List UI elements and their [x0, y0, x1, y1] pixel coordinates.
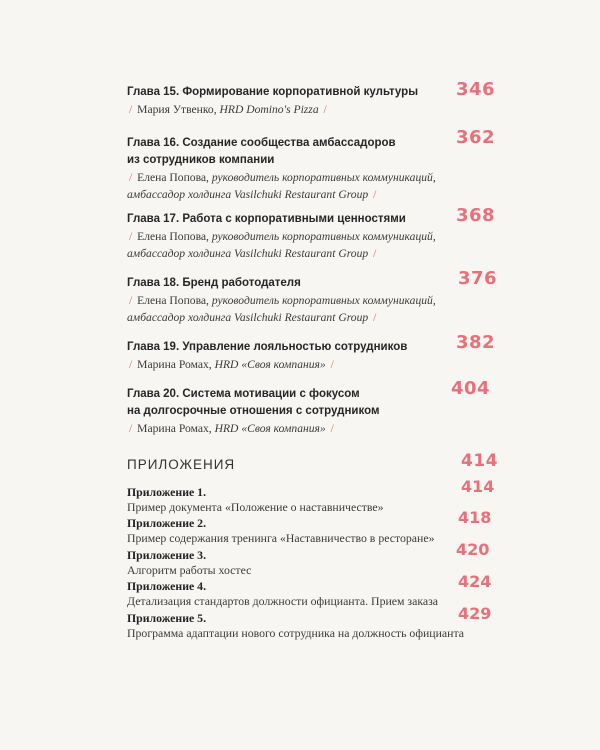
appendix-title: Приложение 3.	[127, 548, 207, 562]
page-number: 429	[458, 604, 492, 623]
chapter-title: Глава 16. Создание сообщества амбассадоров из сотрудников компании	[127, 137, 396, 166]
chapter-author: / Елена Попова, руководитель корпоративных коммуникаций, амбассадор холдинга Vasilchuki Restaurant Group /	[127, 294, 436, 324]
appendices-heading: ПРИЛОЖЕНИЯ	[127, 457, 236, 472]
chapter-title: Глава 18. Бренд работодателя	[127, 277, 301, 289]
appendix-desc: Пример документа «Положение о наставничестве»	[127, 500, 384, 514]
toc-entry-ch19	[127, 339, 467, 373]
appendix-title: Приложение 1.	[127, 485, 207, 499]
toc-entry-ch18	[127, 275, 467, 326]
appendix-desc: Детализация стандартов должности официанта. Прием заказа	[127, 594, 439, 608]
toc-entry-ch20	[127, 386, 467, 437]
appendix-desc: Алгоритм работы хостес	[127, 563, 252, 577]
page-number: 404	[451, 378, 491, 399]
page-number: 414	[461, 451, 498, 471]
page-number: 362	[456, 127, 496, 148]
chapter-title: Глава 15. Формирование корпоративной культуры	[127, 86, 419, 98]
toc-entry-ch16	[127, 135, 467, 203]
page-number: 382	[456, 332, 496, 353]
appendix-desc: Пример содержания тренинга «Наставничество в ресторане»	[127, 531, 435, 545]
chapter-title: Глава 19. Управление лояльностью сотрудников	[127, 341, 408, 353]
chapter-author: / Марина Ромах, HRD «Своя компания» /	[129, 358, 334, 371]
chapter-author: / Мария Утвенко, HRD Domino's Pizza /	[129, 103, 327, 116]
page-number: 420	[456, 540, 490, 559]
chapter-author: / Елена Попова, руководитель корпоративных коммуникаций, амбассадор холдинга Vasilchuki Restaurant Group /	[127, 230, 436, 260]
appendix-title: Приложение 2.	[127, 516, 207, 530]
page-number: 368	[456, 205, 496, 226]
page-number: 376	[458, 268, 498, 289]
chapter-author: / Елена Попова, руководитель корпоративных коммуникаций, амбассадор холдинга Vasilchuki Restaurant Group /	[127, 171, 436, 201]
appendix-title: Приложение 4.	[127, 579, 207, 593]
page-number: 414	[461, 477, 495, 496]
chapter-title: Глава 17. Работа с корпоративными ценностями	[127, 213, 406, 225]
appendix-title: Приложение 5.	[127, 611, 207, 625]
toc-entry-ch15	[127, 84, 467, 118]
page-number: 346	[456, 79, 496, 100]
chapter-author: / Марина Ромах, HRD «Своя компания» /	[129, 422, 334, 435]
page-number: 424	[458, 572, 492, 591]
chapter-title: Глава 20. Система мотивации с фокусом на долгосрочные отношения с сотрудником	[127, 388, 380, 417]
appendix-desc: Программа адаптации нового сотрудника на должность официанта	[127, 626, 464, 640]
page-number: 418	[458, 508, 492, 527]
toc-entry-ch17	[127, 211, 467, 262]
